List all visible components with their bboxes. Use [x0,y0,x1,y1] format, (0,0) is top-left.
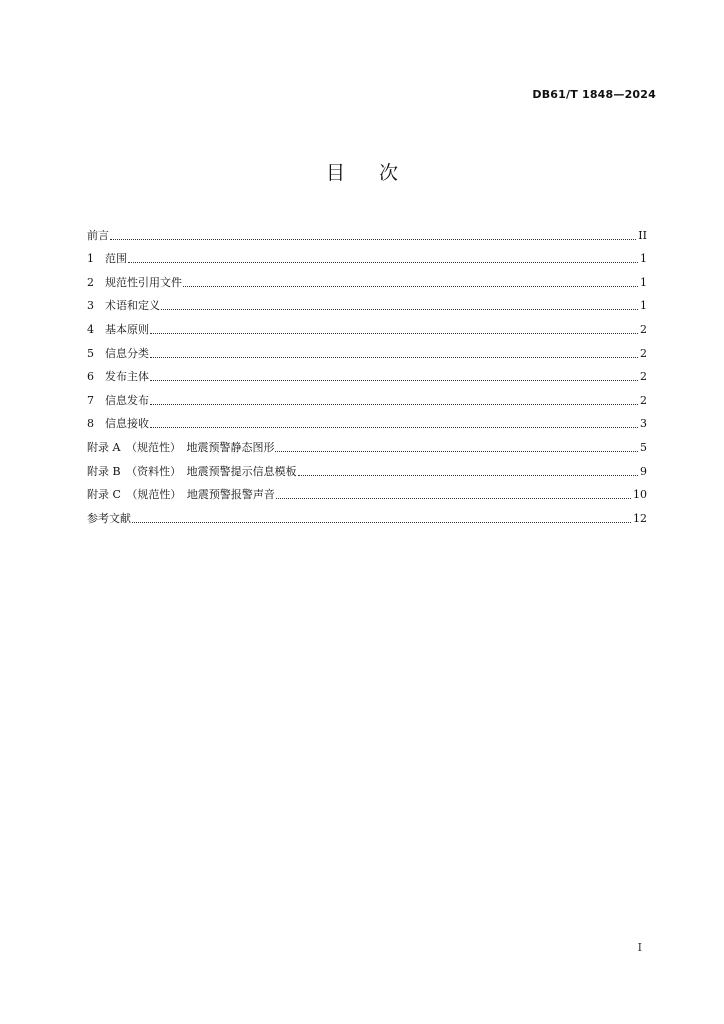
toc-entry-label: 参考文献 [87,511,131,525]
toc-entry-references[interactable] [87,502,647,526]
toc-entry-basic-principles[interactable] [87,313,647,337]
toc-leader-dots [110,238,636,240]
toc-entry-appendix-a[interactable] [87,431,647,455]
toc-entry-page: 2 [640,370,647,384]
toc-leader-dots [161,308,638,310]
document-code: DB61/T 1848—2024 [532,88,656,101]
toc-entry-appendix-b[interactable] [87,455,647,479]
toc-entry-page: 2 [640,346,647,360]
toc-entry-page: 9 [640,464,647,478]
toc-entry-label: 7 信息发布 [87,393,149,407]
toc-entry-page: II [638,228,647,242]
toc-entry-normative-references[interactable] [87,266,647,290]
table-of-contents [87,219,647,526]
toc-leader-dots [275,450,638,452]
toc-entry-page: 10 [633,488,647,502]
toc-entry-scope[interactable] [87,243,647,267]
toc-entry-label: 前言 [87,228,109,242]
toc-entry-page: 3 [640,417,647,431]
toc-entry-page: 1 [640,275,647,289]
toc-entry-information-reception[interactable] [87,408,647,432]
toc-entry-label: 5 信息分类 [87,346,149,360]
toc-entry-label: 附录 C （规范性） 地震预警报警声音 [87,488,275,502]
toc-leader-dots [150,403,638,405]
toc-leader-dots [276,497,631,499]
toc-leader-dots [150,426,638,428]
toc-entry-page: 1 [640,252,647,266]
toc-entry-page: 5 [640,440,647,454]
toc-entry-label: 4 基本原则 [87,322,149,336]
toc-entry-label: 1 范围 [87,252,127,266]
toc-leader-dots [150,356,638,358]
toc-entry-label: 2 规范性引用文件 [87,275,182,289]
toc-entry-label: 3 术语和定义 [87,299,160,313]
toc-entry-page: 12 [633,511,647,525]
toc-entry-information-classification[interactable] [87,337,647,361]
toc-entry-release-subject[interactable] [87,361,647,385]
toc-entry-page: 2 [640,393,647,407]
toc-entry-label: 附录 A （规范性） 地震预警静态图形 [87,440,275,454]
page-number: I [637,941,642,954]
toc-entry-label: 附录 B （资料性） 地震预警提示信息模板 [87,464,297,478]
toc-entry-appendix-c[interactable] [87,479,647,503]
toc-leader-dots [132,521,631,523]
toc-leader-dots [150,332,638,334]
toc-leader-dots [150,379,638,381]
toc-leader-dots [128,261,638,263]
toc-entry-label: 8 信息接收 [87,417,149,431]
toc-entry-foreword[interactable] [87,219,647,243]
toc-entry-terms-definitions[interactable] [87,290,647,314]
toc-leader-dots [183,285,638,287]
toc-entry-page: 2 [640,322,647,336]
toc-title: 目次 [325,162,432,184]
toc-leader-dots [298,474,638,476]
toc-entry-label: 6 发布主体 [87,370,149,384]
toc-entry-page: 1 [640,299,647,313]
toc-entry-information-release[interactable] [87,384,647,408]
